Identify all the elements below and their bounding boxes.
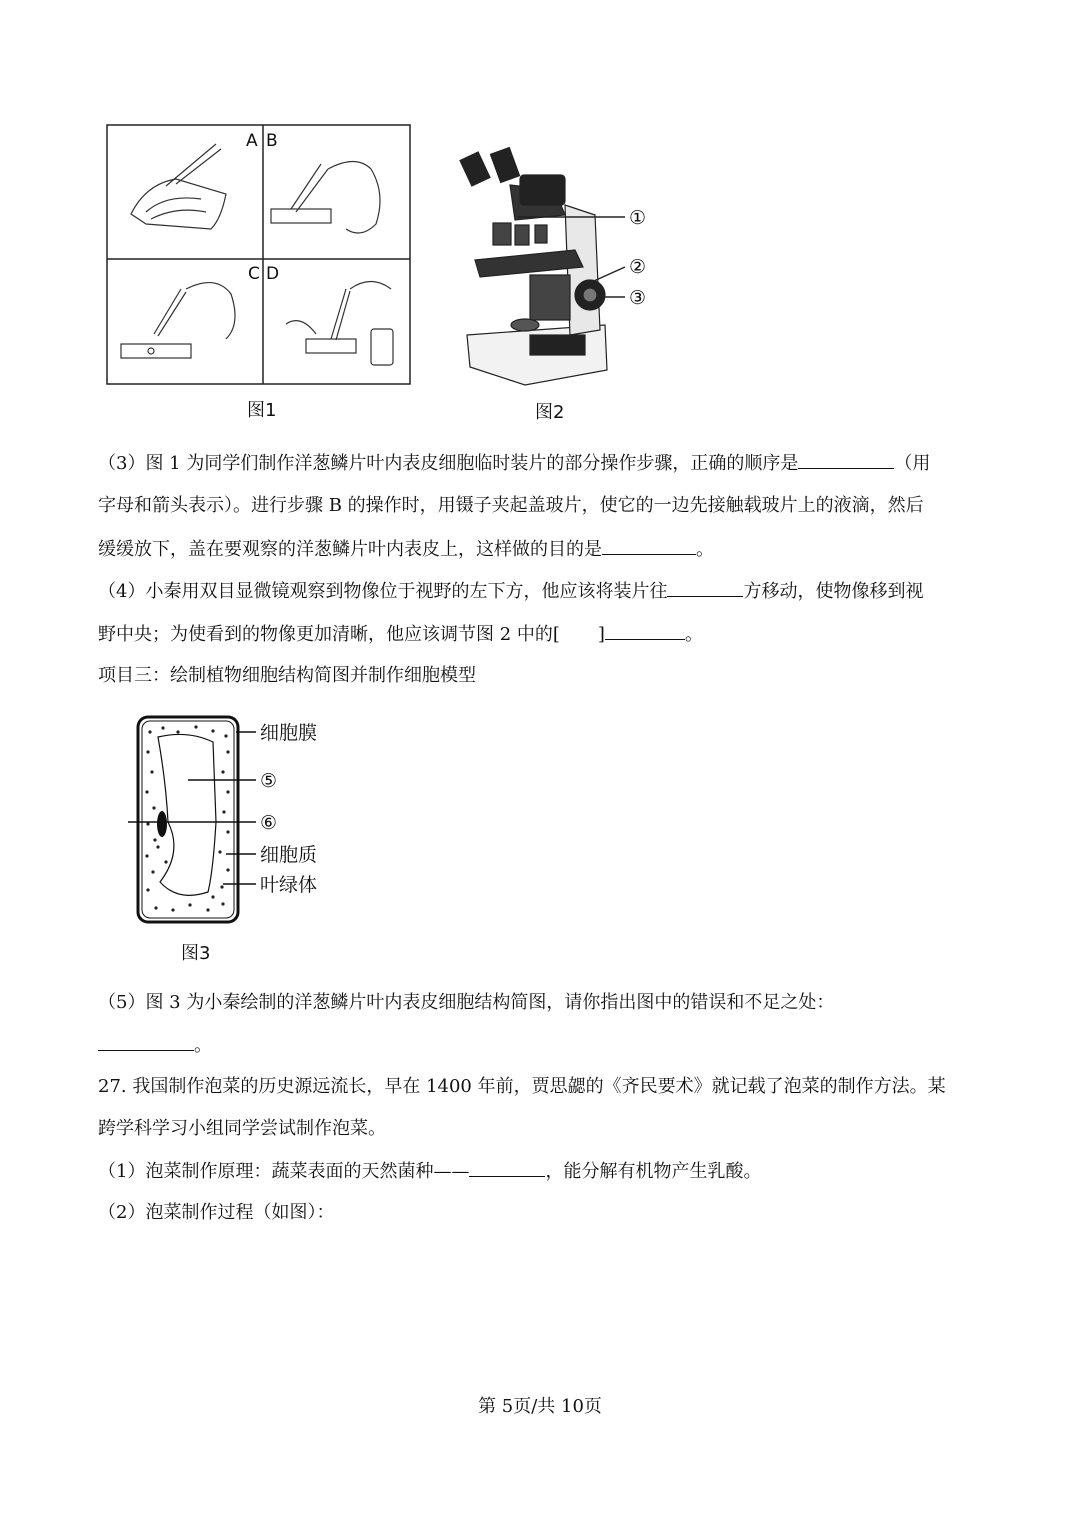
figure-2-caption: 图2 bbox=[535, 402, 565, 423]
q3-blank-purpose[interactable] bbox=[602, 536, 696, 555]
q5-text-2: 。 bbox=[194, 1035, 212, 1056]
q27-text-s1a: （1）泡菜制作原理：蔬菜表面的天然菌种—— bbox=[98, 1161, 470, 1182]
q4-line-2 bbox=[98, 621, 703, 648]
q5-blank-errors[interactable] bbox=[98, 1032, 194, 1051]
q3-blank-order[interactable] bbox=[798, 450, 894, 469]
page-footer: 第 5页/共 10页 bbox=[478, 1396, 602, 1417]
q4-text-2c: 。 bbox=[684, 624, 703, 645]
nucleus bbox=[157, 811, 167, 837]
q4-text-1a: （4）小秦用双目显微镜观察到物像位于视野的左下方，他应该将装片往 bbox=[98, 581, 668, 602]
figure-3 bbox=[128, 712, 338, 927]
figure-3-caption: 图3 bbox=[181, 943, 211, 964]
q27-text-2: 跨学科学习小组同学尝试制作泡菜。 bbox=[98, 1118, 386, 1139]
figure-3-drawing bbox=[128, 712, 338, 927]
q27-sub-1 bbox=[98, 1158, 761, 1185]
marker-1: ① bbox=[629, 207, 647, 229]
figure-2 bbox=[455, 145, 660, 390]
q3-line-2 bbox=[98, 493, 924, 519]
q27-text-1: 27. 我国制作泡菜的历史源远流长，早在 1400 年前，贾思勰的《齐民要术》就记载了泡菜的制作方法。某 bbox=[98, 1076, 946, 1097]
q27-line-1 bbox=[98, 1074, 946, 1100]
figure-1-caption: 图1 bbox=[247, 400, 277, 421]
q5-text-1: （5）图 3 为小秦绘制的洋葱鳞片叶内表皮细胞结构简图，请你指出图中的错误和不足之处： bbox=[98, 992, 835, 1013]
q27-text-s2: （2）泡菜制作过程（如图）： bbox=[98, 1202, 335, 1223]
panel-label-d: D bbox=[266, 264, 280, 284]
label-6: ⑥ bbox=[260, 812, 278, 834]
marker-3: ③ bbox=[629, 287, 647, 309]
q3-line-1 bbox=[98, 450, 930, 477]
q27-blank-bacteria[interactable] bbox=[469, 1158, 545, 1177]
q3-text-3b: 。 bbox=[696, 539, 714, 560]
q4-text-2a: 野中央；为使看到的物像更加清晰，他应该调节图 2 中的[ bbox=[98, 624, 560, 645]
figure-2-drawing bbox=[455, 145, 660, 390]
label-cell-membrane: 细胞膜 bbox=[260, 722, 318, 744]
panel-label-c: C bbox=[248, 264, 260, 284]
q27-line-2 bbox=[98, 1116, 386, 1142]
q5-line-1 bbox=[98, 990, 834, 1016]
label-cytoplasm: 细胞质 bbox=[260, 844, 318, 866]
q4-line-1 bbox=[98, 578, 923, 605]
q5-line-2 bbox=[98, 1032, 212, 1059]
q4-blank-part[interactable] bbox=[605, 621, 685, 640]
q4-text-1b: 方移动，使物像移到视 bbox=[743, 581, 924, 602]
panel-label-a: A bbox=[246, 131, 258, 151]
q27-sub-2 bbox=[98, 1200, 334, 1226]
figure-1 bbox=[106, 124, 412, 386]
q3-text-1a: （3）图 1 为同学们制作洋葱鳞片叶内表皮细胞临时装片的部分操作步骤，正确的顺序是 bbox=[98, 453, 799, 474]
q3-text-3a: 缓缓放下，盖在要观察的洋葱鳞片叶内表皮上，这样做的目的是 bbox=[98, 539, 602, 560]
q3-line-3 bbox=[98, 536, 714, 563]
panel-label-b: B bbox=[266, 131, 278, 151]
q4-text-2b: ] bbox=[597, 624, 605, 645]
q3-text-1b: （用 bbox=[894, 453, 931, 474]
figure-1-drawing bbox=[106, 124, 412, 386]
q27-text-s1b: ，能分解有机物产生乳酸。 bbox=[545, 1161, 762, 1182]
q4-blank-direction[interactable] bbox=[667, 578, 743, 597]
label-5: ⑤ bbox=[260, 770, 278, 792]
label-chloroplast: 叶绿体 bbox=[260, 874, 318, 896]
marker-2: ② bbox=[629, 256, 647, 278]
project-3-heading: 项目三：绘制植物细胞结构简图并制作细胞模型 bbox=[98, 665, 476, 686]
q3-text-2: 字母和箭头表示）。进行步骤 B 的操作时，用镊子夹起盖玻片，使它的一边先接触载玻片上的液滴，然后 bbox=[98, 495, 924, 516]
